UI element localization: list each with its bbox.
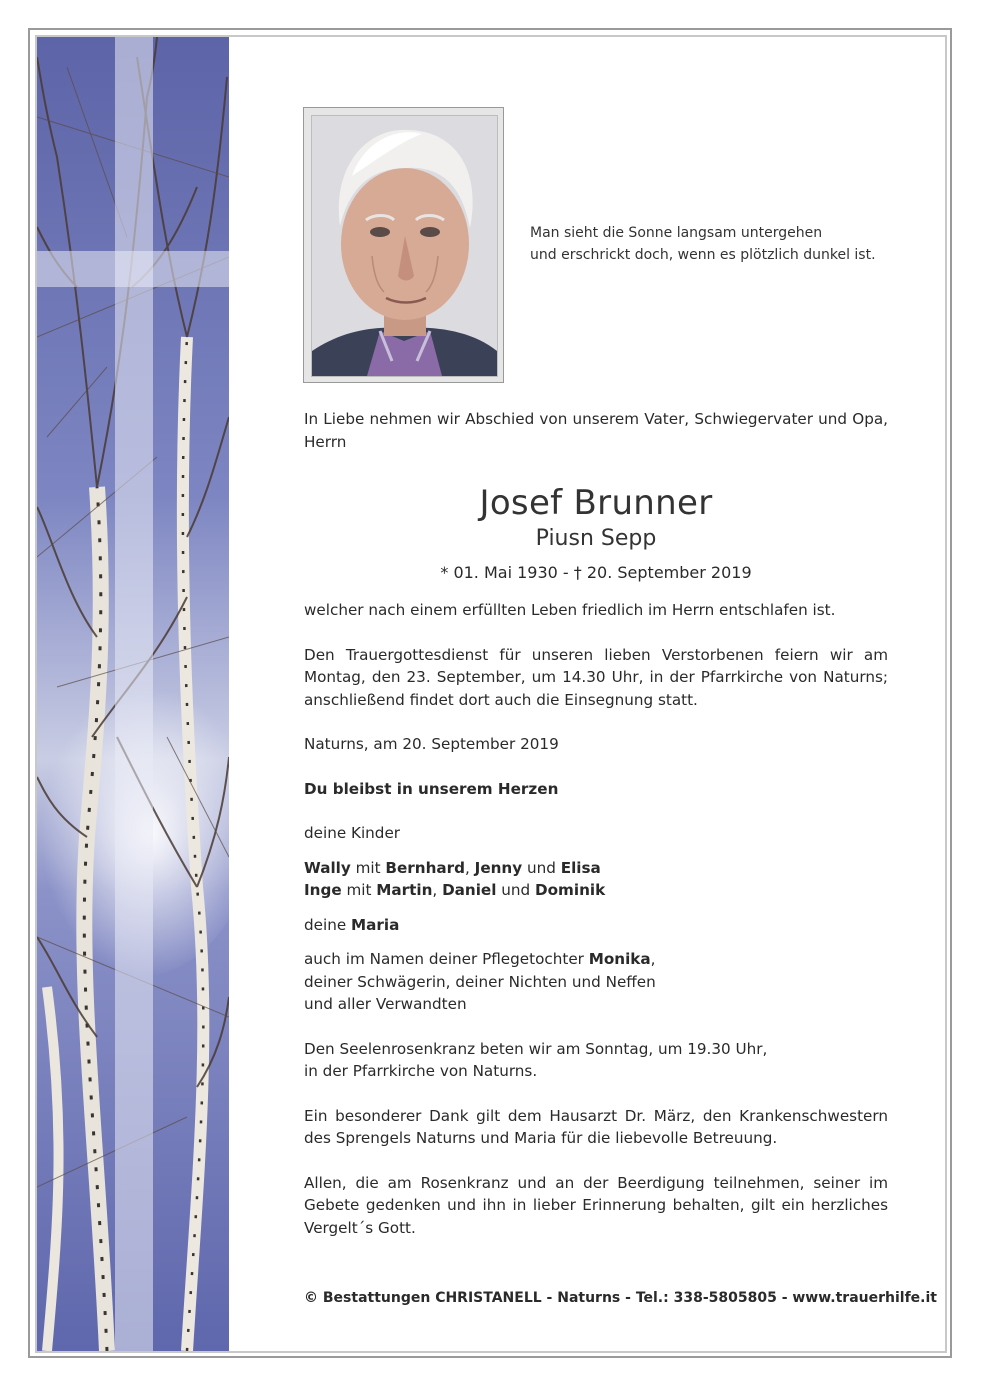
family-connector: , bbox=[465, 858, 475, 877]
motto bbox=[304, 778, 888, 801]
service-text: Den Trauergottesdienst für unseren lieben Verstorbenen feiern wir am Montag, den 23. September, um 14.30 Uhr, in der Pfarrkirche von Naturns; anschließend findet dort auch die Einsegnung statt. bbox=[304, 645, 888, 709]
spouse-line bbox=[304, 914, 888, 937]
families bbox=[304, 857, 888, 902]
relatives-prefix: auch im Namen deiner Pflegetochter bbox=[304, 950, 589, 968]
foster-daughter-name: Monika bbox=[588, 950, 651, 968]
cross-tree-illustration bbox=[37, 37, 229, 1351]
children-heading: deine Kinder bbox=[304, 824, 401, 842]
family-line-2 bbox=[304, 879, 888, 902]
family-name: Bernhard bbox=[385, 858, 466, 877]
rosary-line-2: in der Pfarrkirche von Naturns. bbox=[304, 1062, 538, 1080]
family-connector: , bbox=[432, 881, 443, 899]
life-dates: * 01. Mai 1930 - † 20. September 2019 bbox=[440, 563, 752, 582]
family-name: Elisa bbox=[560, 858, 601, 877]
family-name: Dominik bbox=[535, 881, 606, 899]
family-connector: und bbox=[522, 858, 561, 877]
closing-text: Allen, die am Rosenkranz und an der Beerdigung teilnehmen, seiner im Gebete gedenken und ihn in lieber Erinnerung behalten, gilt ein herzliches Vergelt´s Gott. bbox=[304, 1173, 888, 1237]
relatives bbox=[304, 948, 888, 1016]
place-date: Naturns, am 20. September 2019 bbox=[304, 735, 559, 753]
family-name: Martin bbox=[376, 881, 433, 899]
spouse-prefix: deine bbox=[304, 915, 352, 934]
quote bbox=[530, 222, 910, 266]
family-connector: mit bbox=[341, 881, 377, 899]
deceased-name: Josef Brunner bbox=[479, 483, 713, 523]
decorative-cross-tree-image bbox=[37, 37, 229, 1351]
relatives-line-1 bbox=[304, 948, 888, 971]
quote-line-1: Man sieht die Sonne langsam untergehen bbox=[530, 225, 823, 241]
portrait-frame bbox=[303, 107, 504, 383]
quote-line-2: und erschrickt doch, wenn es plötzlich dunkel ist. bbox=[530, 247, 876, 263]
deceased-nickname: Piusn Sepp bbox=[535, 526, 657, 551]
motto-text: Du bleibst in unserem Herzen bbox=[304, 779, 559, 798]
funeral-home-footer: © Bestattungen CHRISTANELL - Naturns - Tel.: 338-5805805 - www.trauerhilfe.it bbox=[304, 1290, 937, 1306]
spouse-name: Maria bbox=[351, 915, 400, 934]
rosary-info bbox=[304, 1038, 888, 1083]
relatives-line-2: deiner Schwägerin, deiner Nichten und Neffen bbox=[304, 972, 656, 991]
family-name: Inge bbox=[304, 881, 342, 899]
relatives-suffix: , bbox=[650, 950, 656, 968]
statement-text: welcher nach einem erfüllten Leben friedlich im Herrn entschlafen ist. bbox=[304, 601, 836, 619]
thanks-text: Ein besonderer Dank gilt dem Hausarzt Dr. März, den Krankenschwestern des Sprengels Naturns und Maria für die liebevolle Betreuung. bbox=[304, 1106, 888, 1147]
obituary-body bbox=[304, 408, 888, 1239]
family-line-1 bbox=[304, 857, 888, 880]
portrait-photo bbox=[311, 115, 498, 377]
family-name: Jenny bbox=[474, 858, 523, 877]
family-name: Wally bbox=[304, 858, 351, 877]
family-connector: und bbox=[496, 881, 536, 899]
relatives-line-3: und aller Verwandten bbox=[304, 995, 467, 1013]
intro-text: In Liebe nehmen wir Abschied von unserem Vater, Schwiegervater und Opa, Herrn bbox=[304, 410, 888, 451]
family-connector: mit bbox=[350, 858, 386, 877]
rosary-line-1: Den Seelenrosenkranz beten wir am Sonntag, um 19.30 Uhr, bbox=[304, 1039, 768, 1058]
family-name: Daniel bbox=[442, 881, 497, 899]
